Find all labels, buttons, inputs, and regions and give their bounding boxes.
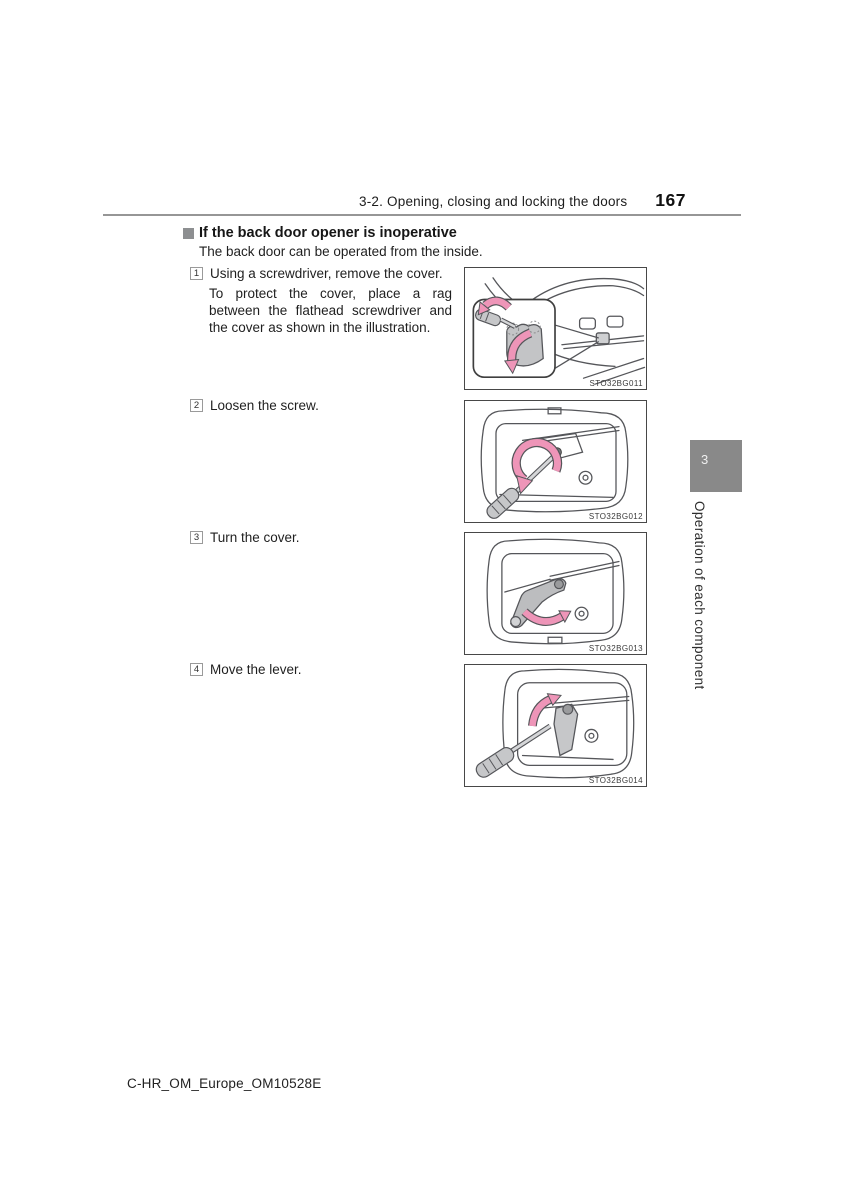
rod-line-2 — [550, 565, 619, 580]
lever-end — [511, 617, 521, 627]
lever-pivot — [563, 704, 573, 714]
figure-4 — [464, 664, 647, 787]
screw-detail-inner — [579, 611, 584, 616]
step-3 — [190, 530, 300, 545]
step-1-number-box: 1 — [190, 267, 203, 280]
step-1-text: Using a screwdriver, remove the cover. — [210, 266, 443, 281]
screw-detail-inner — [583, 475, 588, 480]
intro-text: The back door can be operated from the inside. — [199, 244, 483, 259]
step-1-detail: To protect the cover, place a rag between the flathead screwdriver and the cover as shown in the illustration. — [209, 286, 452, 335]
step-4 — [190, 662, 302, 677]
lever-pivot — [555, 580, 564, 589]
step-3-text: Turn the cover. — [210, 530, 300, 545]
header-rule — [103, 214, 741, 216]
figure-3-code: STO32BG013 — [588, 644, 643, 653]
figure-3-illustration — [465, 533, 646, 654]
chapter-title-vertical: Operation of each component — [692, 501, 707, 690]
rotate-arrow-icon — [516, 442, 557, 493]
figure-1 — [464, 267, 647, 390]
rod-line-1 — [550, 562, 619, 577]
vent-slot-1 — [580, 318, 596, 329]
section-heading-text: If the back door opener is inoperative — [199, 225, 457, 241]
section-heading — [183, 225, 457, 241]
screwdriver — [474, 726, 550, 780]
step-4-text: Move the lever. — [210, 662, 302, 677]
figure-3 — [464, 532, 647, 655]
page-header — [103, 190, 686, 211]
figure-2 — [464, 400, 647, 523]
screw-detail-outer — [585, 729, 598, 742]
panel-notch-bottom — [548, 637, 562, 643]
step-1 — [190, 266, 443, 281]
step-2-text: Loosen the screw. — [210, 398, 319, 413]
figure-4-illustration — [465, 665, 646, 786]
panel-bottom-line — [523, 756, 614, 760]
chapter-tab-number: 3 — [701, 452, 709, 467]
bumper-line-1 — [584, 359, 644, 379]
footer-doc-id: C-HR_OM_Europe_OM10528E — [127, 1076, 322, 1091]
page-number: 167 — [655, 190, 686, 210]
step-3-number-box: 3 — [190, 531, 203, 544]
header-section-title: 3-2. Opening, closing and locking the doors — [359, 194, 628, 209]
step-2 — [190, 398, 319, 413]
vent-slot-2 — [607, 316, 623, 327]
step-2-number-box: 2 — [190, 399, 203, 412]
callout-leader-top — [555, 325, 598, 338]
figure-4-code: STO32BG014 — [588, 776, 643, 785]
figure-1-illustration — [465, 268, 646, 389]
step-4-number-box: 4 — [190, 663, 203, 676]
figure-2-code: STO32BG012 — [588, 512, 643, 521]
square-bullet-icon — [183, 228, 194, 239]
figure-2-illustration — [465, 401, 646, 522]
figure-1-code: STO32BG011 — [589, 379, 643, 388]
chapter-tab — [690, 440, 742, 492]
screw-detail-outer — [575, 607, 588, 620]
screw-detail-inner — [589, 733, 594, 738]
screw-detail-outer — [579, 471, 592, 484]
turn-arrow-icon — [525, 611, 571, 622]
